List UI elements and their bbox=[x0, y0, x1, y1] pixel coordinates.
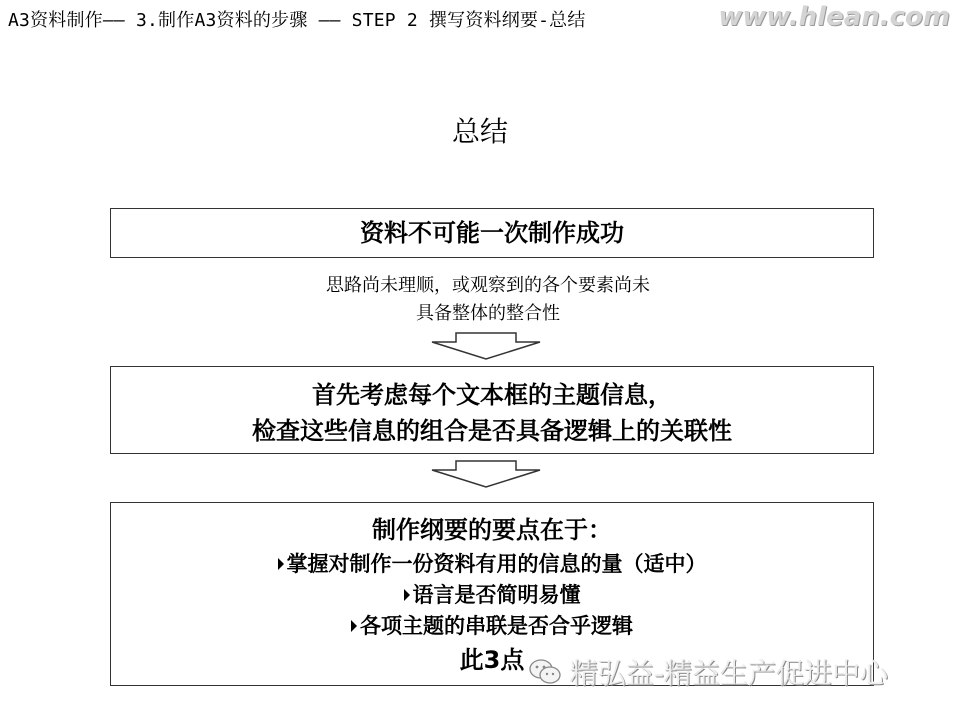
bullet-triangle-icon bbox=[278, 558, 284, 570]
bullet-text: 语言是否简明易懂 bbox=[412, 583, 581, 607]
bullet-item bbox=[111, 549, 873, 580]
explanation-note bbox=[0, 272, 960, 328]
site-watermark: www.hlean.com bbox=[718, 2, 950, 32]
wechat-watermark bbox=[528, 652, 888, 692]
summary-box-2 bbox=[110, 366, 874, 454]
summary-box-1-text: 资料不可能一次制作成功 bbox=[360, 219, 624, 247]
page-title: 总结 bbox=[451, 115, 508, 148]
summary-box-2-line-2: 检查这些信息的组合是否具备逻辑上的关联性 bbox=[252, 417, 732, 445]
explanation-line-1: 思路尚未理顺，或观察到的各个要素尚未 bbox=[326, 275, 650, 296]
key-points-footer: 此3点 bbox=[459, 646, 525, 674]
bullet-text: 各项主题的串联是否合乎逻辑 bbox=[360, 614, 633, 638]
wechat-icon bbox=[528, 657, 562, 687]
summary-box-2-line-1: 首先考虑每个文本框的主题信息， bbox=[312, 381, 672, 409]
summary-box-1 bbox=[110, 208, 874, 258]
down-arrow-icon bbox=[430, 459, 542, 489]
bullet-item bbox=[111, 580, 873, 611]
bullet-triangle-icon bbox=[351, 620, 357, 632]
bullet-item bbox=[111, 611, 873, 642]
watermark-text: 精弘益-精益生产促进中心 bbox=[570, 657, 889, 690]
bullet-triangle-icon bbox=[404, 589, 410, 601]
breadcrumb: A3资料制作—— 3.制作A3资料的步骤 —— STEP 2 撰写资料纲要-总结 bbox=[8, 10, 586, 31]
bullet-text: 掌握对制作一份资料有用的信息的量（适中） bbox=[286, 552, 707, 576]
key-points-heading: 制作纲要的要点在于： bbox=[372, 516, 612, 544]
explanation-line-2: 具备整体的整合性 bbox=[416, 303, 560, 324]
down-arrow-icon bbox=[430, 331, 542, 361]
